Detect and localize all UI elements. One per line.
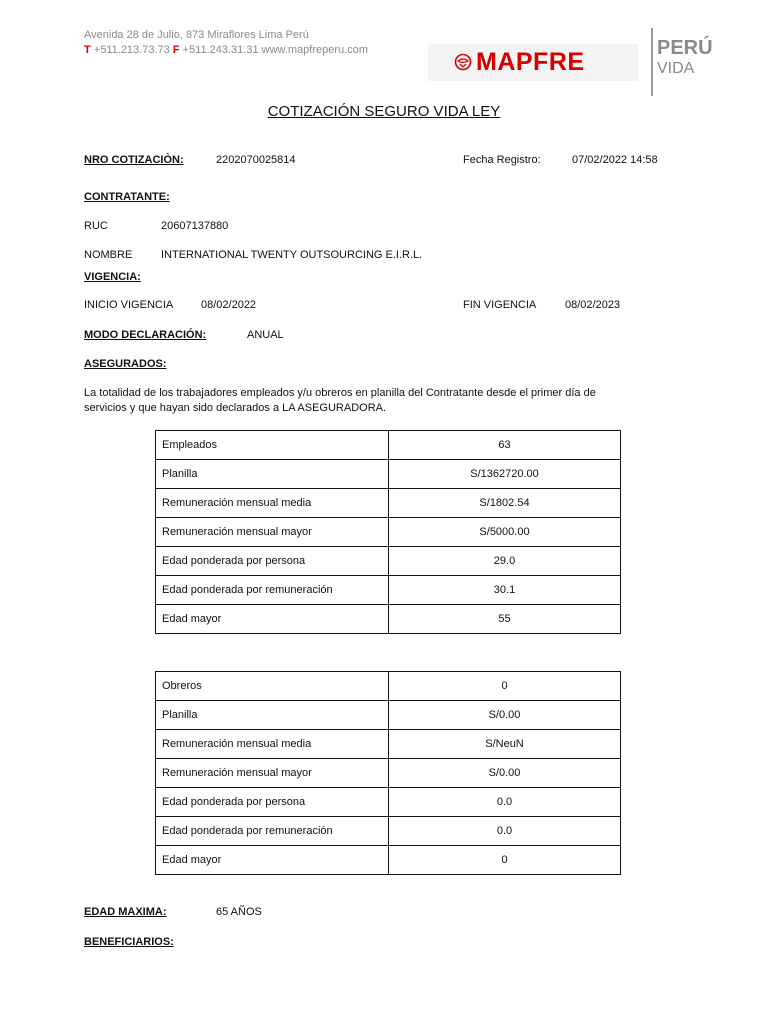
table-row xyxy=(156,518,621,547)
mapfre-emblem-icon xyxy=(454,53,472,71)
row-value: 0.0 xyxy=(389,817,621,846)
row-value: 63 xyxy=(389,431,621,460)
row-value: 0.0 xyxy=(389,788,621,817)
start-date-value: 08/02/2022 xyxy=(201,299,257,311)
table-row xyxy=(156,605,621,634)
table-row xyxy=(156,460,621,489)
table-row xyxy=(156,576,621,605)
table-row xyxy=(156,730,621,759)
tel-prefix: T xyxy=(84,44,91,56)
registration-date-value: 07/02/2022 14:58 xyxy=(572,154,658,166)
country-label: PERÚ xyxy=(657,37,713,59)
table-row xyxy=(156,672,621,701)
asegurados-description: La totalidad de los trabajadores empleados y/u obreros en planilla del Contratante desde el primer día de servicios y que hayan sido declarados a LA ASEGURADORA. xyxy=(84,387,596,414)
row-label: Remuneración mensual media xyxy=(156,730,389,759)
row-value: S/0.00 xyxy=(389,701,621,730)
row-value: S/5000.00 xyxy=(389,518,621,547)
row-value: 29.0 xyxy=(389,547,621,576)
asegurados-heading: ASEGURADOS: xyxy=(84,358,167,370)
fax-prefix: F xyxy=(172,44,180,56)
table-row xyxy=(156,788,621,817)
row-value: S/1802.54 xyxy=(389,489,621,518)
row-label: Planilla xyxy=(156,460,389,489)
row-label: Empleados xyxy=(156,431,389,460)
row-label: Edad mayor xyxy=(156,605,389,634)
table-row xyxy=(156,701,621,730)
name-label: NOMBRE xyxy=(84,249,133,261)
row-label: Remuneración mensual mayor xyxy=(156,759,389,788)
start-date-label: INICIO VIGENCIA xyxy=(84,299,174,311)
max-age-value: 65 AÑOS xyxy=(216,906,262,918)
row-label: Edad ponderada por remuneración xyxy=(156,817,389,846)
table-row xyxy=(156,431,621,460)
ruc-label: RUC xyxy=(84,220,108,232)
empleados-table xyxy=(155,430,621,634)
row-label: Remuneración mensual media xyxy=(156,489,389,518)
company-fax: +511.243.31.31 xyxy=(182,44,259,56)
end-date-value: 08/02/2023 xyxy=(565,299,621,311)
mapfre-logo: MAPFRE xyxy=(476,48,585,76)
division-label: VIDA xyxy=(657,60,695,77)
row-label: Obreros xyxy=(156,672,389,701)
row-value: 30.1 xyxy=(389,576,621,605)
table-row xyxy=(156,489,621,518)
ruc-value: 20607137880 xyxy=(161,220,229,232)
row-value: 0 xyxy=(389,672,621,701)
quote-number-value: 2202070025814 xyxy=(216,154,296,166)
obreros-table xyxy=(155,671,621,875)
row-label: Edad ponderada por persona xyxy=(156,547,389,576)
row-value: S/NeuN xyxy=(389,730,621,759)
row-value: 55 xyxy=(389,605,621,634)
document-title: COTIZACIÓN SEGURO VIDA LEY xyxy=(267,103,501,120)
row-label: Edad ponderada por persona xyxy=(156,788,389,817)
table-row xyxy=(156,759,621,788)
contratante-heading: CONTRATANTE: xyxy=(84,191,170,203)
table-row xyxy=(156,817,621,846)
row-label: Edad ponderada por remuneración xyxy=(156,576,389,605)
quote-number-label: NRO COTIZACIÒN: xyxy=(84,154,184,166)
table-row xyxy=(156,547,621,576)
max-age-label: EDAD MAXIMA: xyxy=(84,906,167,918)
row-label: Edad mayor xyxy=(156,846,389,875)
row-value: S/1362720.00 xyxy=(389,460,621,489)
company-address: Avenida 28 de Julio, 873 Miraflores Lima Perú xyxy=(84,29,309,41)
beneficiarios-heading: BENEFICIARIOS: xyxy=(84,936,174,948)
table-row xyxy=(156,846,621,875)
row-value: 0 xyxy=(389,846,621,875)
declaration-mode-value: ANUAL xyxy=(247,329,284,341)
end-date-label: FIN VIGENCIA xyxy=(463,299,537,311)
row-value: S/0.00 xyxy=(389,759,621,788)
registration-date-label: Fecha Registro: xyxy=(463,154,541,166)
header-divider xyxy=(651,28,653,96)
row-label: Planilla xyxy=(156,701,389,730)
company-website[interactable]: www.mapfreperu.com xyxy=(261,44,368,56)
row-label: Remuneración mensual mayor xyxy=(156,518,389,547)
company-contact-line xyxy=(84,44,368,56)
company-phone: +511.213.73.73 xyxy=(93,44,170,56)
name-value: INTERNATIONAL TWENTY OUTSOURCING E.I.R.L. xyxy=(161,249,423,261)
vigencia-heading: VIGENCIA: xyxy=(84,271,141,283)
declaration-mode-label: MODO DECLARACIÓN: xyxy=(84,329,207,341)
